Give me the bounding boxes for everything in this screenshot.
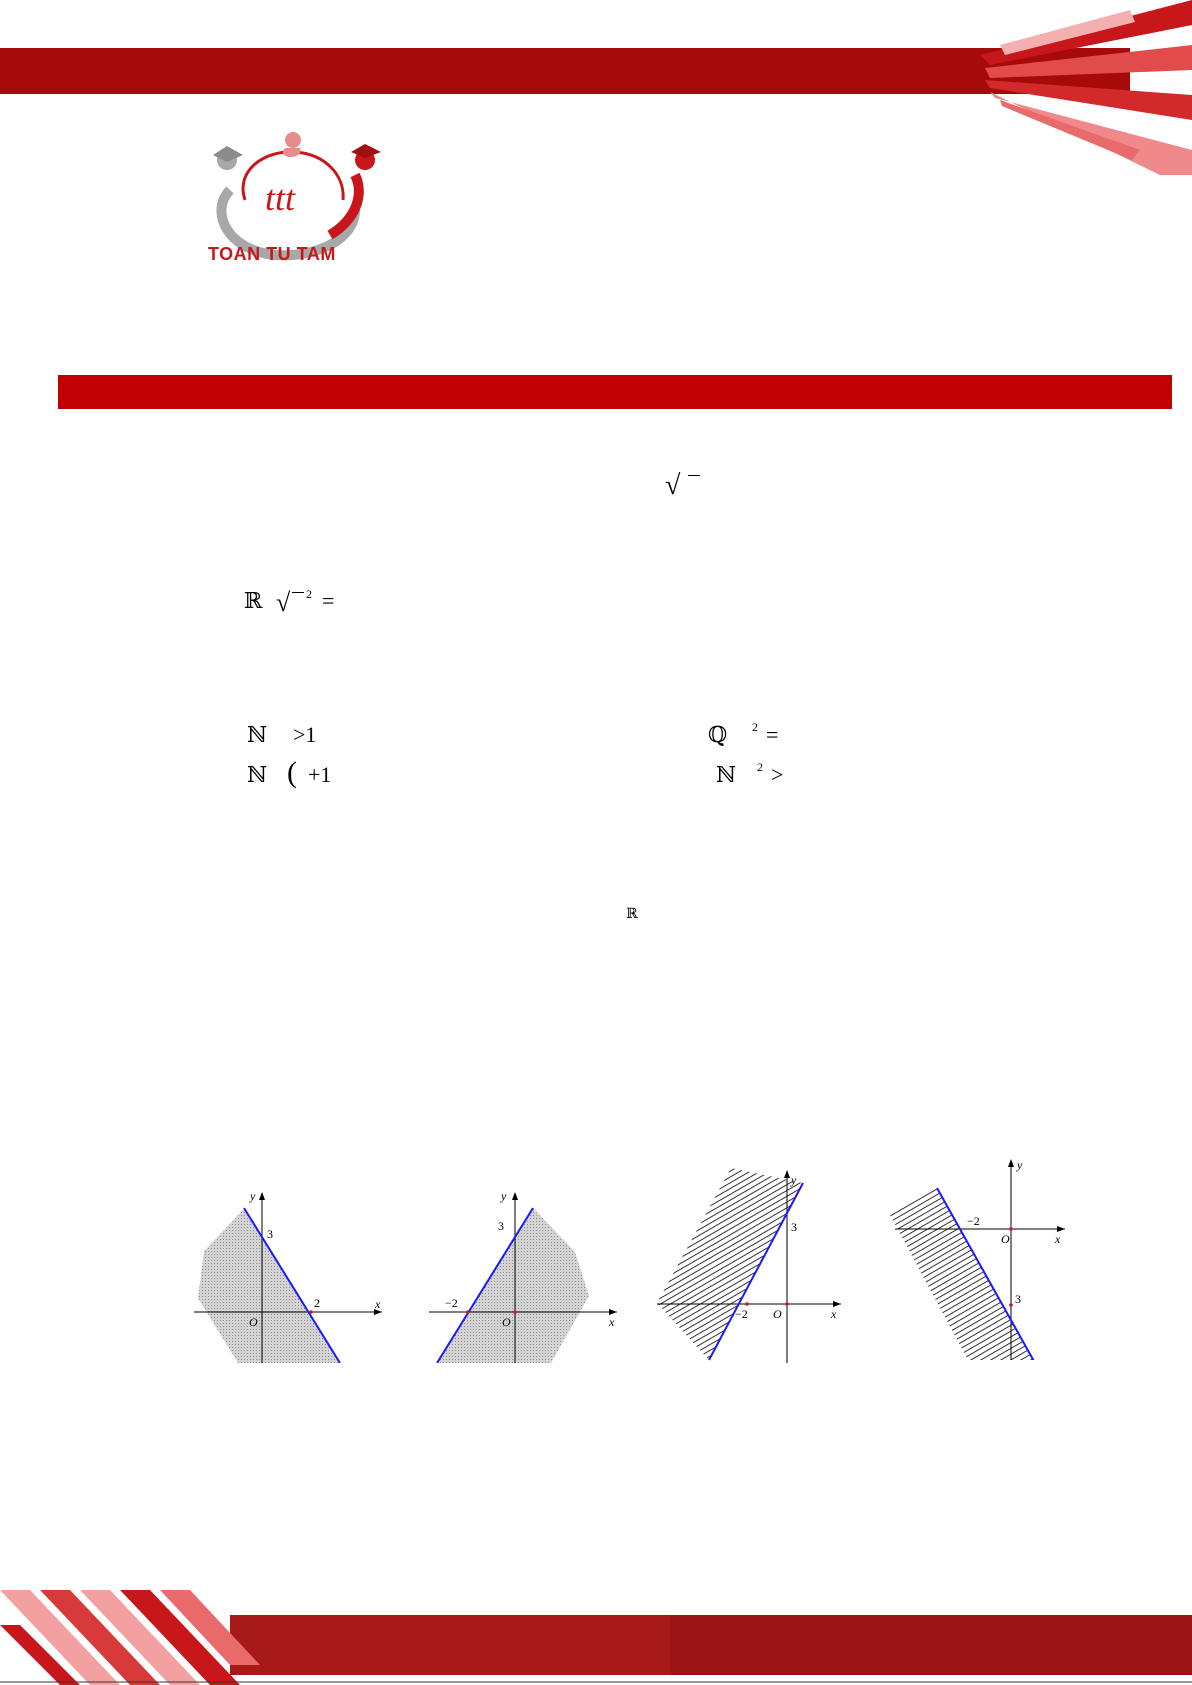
option-a-set: ℕ xyxy=(247,722,268,747)
x-tick-label: 2 xyxy=(314,1296,320,1310)
sqrt-bar xyxy=(688,475,700,476)
option-d-exponent: 2 xyxy=(757,760,763,774)
y-axis-label: y xyxy=(1017,1158,1023,1172)
y-axis-label: y xyxy=(791,1173,797,1187)
option-d-set: ℕ xyxy=(716,762,737,787)
x-axis-label: x xyxy=(609,1315,615,1329)
option-c-plus: +1 xyxy=(308,762,332,787)
graph-figure-b xyxy=(425,1188,625,1363)
footer-band xyxy=(0,1585,1192,1685)
graph-figure-d xyxy=(885,1155,1085,1360)
brand-name: TOAN TU TAM xyxy=(208,244,336,264)
y-tick-label: 3 xyxy=(791,1220,797,1234)
y-tick-label: 3 xyxy=(267,1227,273,1241)
graph-figure-a xyxy=(190,1188,390,1363)
sqrt-bar-2 xyxy=(292,592,304,593)
header-ray-decoration xyxy=(960,0,1192,175)
section-bar xyxy=(58,375,1172,409)
y-tick-label: 3 xyxy=(1015,1292,1021,1306)
x-axis-label: x xyxy=(1055,1232,1061,1246)
x-axis-label: x xyxy=(375,1297,381,1311)
option-c-set: ℕ xyxy=(247,762,268,787)
option-c-paren: ( xyxy=(287,756,297,789)
real-set-symbol: ℝ xyxy=(244,588,263,613)
option-b-equals: = xyxy=(766,722,779,747)
y-tick-label: 3 xyxy=(498,1219,504,1233)
option-a-relation: >1 xyxy=(293,722,317,747)
option-b-exponent: 2 xyxy=(752,720,758,734)
option-b-set: ℚ xyxy=(708,722,728,747)
sqrt-symbol-2: √ xyxy=(276,588,291,617)
equals-sign: = xyxy=(322,588,335,613)
y-axis-label: y xyxy=(250,1189,256,1203)
exponent-2: 2 xyxy=(306,587,312,601)
real-set-small: ℝ xyxy=(626,907,638,922)
origin-label: O xyxy=(502,1315,511,1329)
x-tick-label: −2 xyxy=(735,1307,748,1321)
origin-label: O xyxy=(249,1315,258,1329)
graph-figure-c xyxy=(655,1168,855,1363)
x-axis-label: x xyxy=(831,1307,837,1321)
option-d-gt: > xyxy=(771,762,784,787)
origin-label: O xyxy=(773,1307,782,1321)
sqrt-symbol: √ xyxy=(665,470,681,501)
x-tick-label: −2 xyxy=(445,1296,458,1310)
y-axis-label: y xyxy=(501,1189,507,1203)
logo-mark: ttt xyxy=(265,178,296,218)
origin-label: O xyxy=(1001,1232,1010,1246)
x-tick-label: −2 xyxy=(967,1214,980,1228)
